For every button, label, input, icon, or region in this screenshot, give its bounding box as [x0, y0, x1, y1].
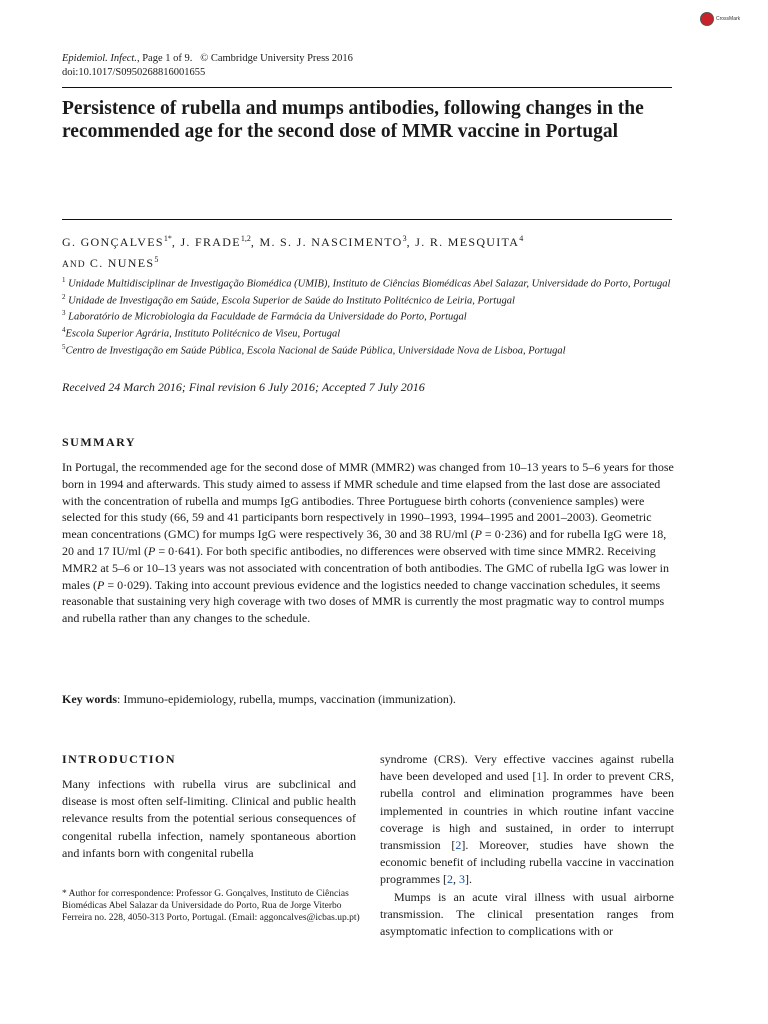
journal-name: Epidemiol. Infect.	[62, 53, 137, 64]
author-name: G. GONÇALVES	[62, 235, 164, 249]
author-and: AND	[62, 260, 86, 270]
keywords-label: Key words	[62, 692, 117, 706]
intro-left-column: Many infections with rubella virus are subclinical and disease is most often self-limiting. Clinical and public health relevance results from the potential serious consequences of congenital rubella infection, namely spontaneous abortion and infants born with congenital rubella	[62, 777, 356, 860]
citation-link[interactable]: 1	[536, 769, 543, 784]
crossmark-icon	[700, 12, 714, 26]
citation-link[interactable]: 2	[455, 838, 462, 853]
crossmark-badge[interactable]: CrossMark	[700, 8, 746, 30]
top-rule	[62, 87, 672, 88]
author-list: G. $GONÇALVES^{1*}$, J. FRADE$^{1,2}$, M. S. J. NASCIMENTO$^3$, J. R. MESQUITA$^4$ AND C. NUNES$^5$	[62, 234, 524, 270]
page-info: , Page 1 of 9.	[136, 53, 193, 64]
affiliation-item: $^3$ Laboratório de Microbiologia da Faculdade de Farmácia da Universidade do Porto, Portugal	[62, 309, 467, 323]
author-name: J. R. MESQUITA	[415, 235, 520, 249]
intro-right-column: syndrome (CRS). Very effective vaccines against rubella have been developed and used [1]. In order to prevent CRS, rubella control and elimination programmes have been implemented in countries in which routine infant vaccine coverage is high and sustained, in order to interrupt transmission [2]. Moreover, studies have shown the economic benefit of including rubella vaccine in vaccination programmes [2, 3]. Mumps is an acute viral illness with usual airborne transmission. The clinical presentation ranges from asymptomatic infection to complications with or	[380, 751, 674, 940]
intro-right-paragraph-2: Mumps is an acute viral illness with usual airborne transmission. The clinical presentation ranges from asymptomatic infection to complications with or	[380, 889, 674, 939]
affiliation-item: $^2$ Unidade de Investigação em Saúde, Escola Superior de Saúde do Instituto Politécnico de Leiria, Portugal	[62, 292, 515, 307]
doi: doi:10.1017/S0950268816001655	[62, 67, 206, 78]
citation-link[interactable]: 2	[446, 872, 453, 887]
title-rule	[62, 219, 672, 220]
affiliations	[62, 274, 674, 358]
correspondence-footnote: * Author for correspondence: Professor G. Gonçalves, Instituto de Ciências Biomédicas Abel Salazar da Universidade do Porto, Rua de Jorge Viterbo Ferreira no. 228, 4050-313 Porto, Portugal. (Email: aggoncalves@icbas.up.pt)	[62, 889, 360, 924]
summary-heading: SUMMARY	[62, 435, 137, 449]
summary-paragraph: In Portugal, the recommended age for the second dose of MMR (MMR2) was changed from 10–13 years to 5–6 years for those born in 1994 and afterwards. This study aimed to assess if MMR schedule and time elapsed from the last dose are associated with the concentration of rubella and mumps IgG antibodies. Three Portuguese birth cohorts (convenience samples) were selected for this study (66, 59 and 41 participants born respectively in 1990–1993, 1994–1995 and 2001–2003). Geometric mean concentrations (GMC) for mumps IgG were respectively 36, 30 and 38 RU/ml (P = 0·236) and for rubella IgG were 18, 20 and 17 IU/ml (P = 0·641). For both specific antibodies, no differences were observed with time since MMR2. Receiving MMR2 at 5–6 or 10–13 years was not associated with concentration of both antibodies. The GMC of rubella IgG was lower in males (P = 0·029). Taking into account previous evidence and the logistics needed to change vaccination schedules, it seems reasonable that sustaining very high coverage with two doses of MMR is currently the most pragmatic way to control mumps and rubella rather than any changes to the schedule.	[62, 460, 674, 626]
keywords: Key words: Immuno-epidemiology, rubella, mumps, vaccination (immunization).	[62, 692, 456, 706]
affiliation-item: $^5$Centro de Investigação em Saúde Pública, Escola Nacional de Saúde Pública, Universidade Nova de Lisboa, Portugal	[62, 342, 566, 357]
citation-link[interactable]: 3	[458, 872, 465, 887]
author-name: J. FRADE	[180, 235, 241, 249]
author-name: M. S. J. NASCIMENTO	[259, 235, 403, 249]
running-header	[62, 52, 353, 80]
affiliation-item: $^4$Escola Superior Agrária, Instituto Politécnico de Viseu, Portugal	[62, 326, 341, 340]
introduction-heading: INTRODUCTION	[62, 752, 177, 766]
author-name: C. NUNES	[89, 256, 155, 270]
copyright: © Cambridge University Press 2016	[200, 53, 353, 64]
paper-title: Persistence of rubella and mumps antibodies, following changes in the recommended age for the second dose of MMR vaccine in Portugal	[62, 98, 644, 142]
received-dates: Received 24 March 2016; Final revision 6 July 2016; Accepted 7 July 2016	[62, 380, 425, 394]
affiliation-item: $^1$ Unidade Multidisciplinar de Investigação Biomédica (UMIB), Instituto de Ciências Biomédicas Abel Salazar, Universidade do Porto, Portugal	[62, 276, 671, 290]
